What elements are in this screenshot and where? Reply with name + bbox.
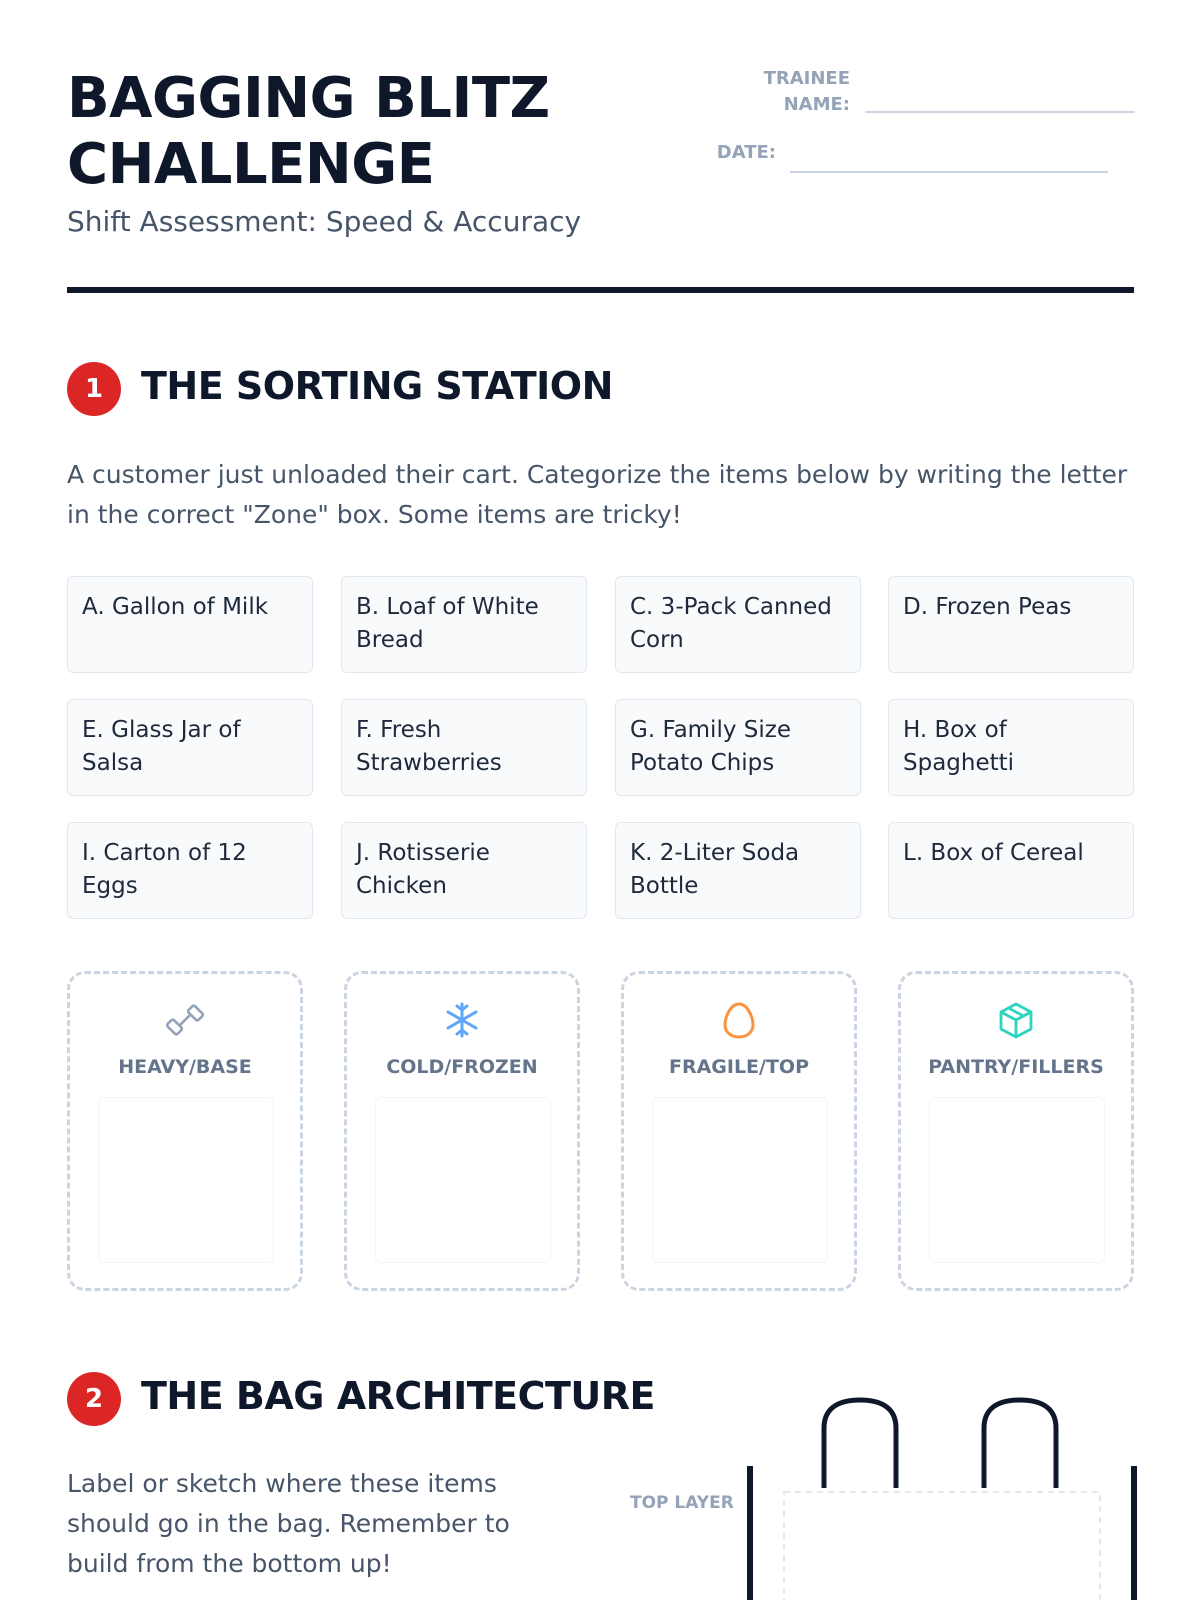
item-text: A. Gallon of Milk [82,594,269,620]
bag-handle-right [984,1400,1056,1488]
item-text: D. Frozen Peas [903,594,1072,620]
section-1-title: THE SORTING STATION [141,364,613,408]
item-card-l [888,822,1134,919]
top-layer-zone[interactable] [784,1492,1100,1600]
item-text: J. Rotisserie [356,840,490,866]
item-card-d [888,576,1134,673]
item-text: Chicken [356,873,447,899]
header-divider [67,287,1134,293]
trainee-name-label [740,66,850,118]
zone-label: PANTRY/FILLERS [928,1056,1104,1078]
item-text: Bottle [630,873,699,899]
top-layer-label: TOP LAYER [630,1493,734,1513]
section-2-instructions-line-1: Label or sketch where these items [67,1469,497,1498]
zone-label: COLD/FROZEN [386,1056,538,1078]
item-card-a [67,576,313,673]
zone-write-area[interactable] [652,1097,828,1263]
egg-icon [719,1000,759,1040]
section-1-number-badge: 1 [67,362,121,416]
item-text: C. 3-Pack Canned [630,594,832,620]
item-text: E. Glass Jar of Salsa [82,717,241,776]
zone-label: FRAGILE/TOP [668,1056,810,1078]
item-card-c [615,576,861,673]
item-text: H. Box of Spaghetti [903,717,1015,776]
section-2-instructions [67,1464,607,1584]
item-text: L. Box of Cereal [903,840,1084,866]
section-1-instructions [67,455,1147,535]
item-card-h [888,699,1134,796]
item-text: F. Fresh [356,717,442,743]
section-2-number-badge: 2 [67,1372,121,1426]
item-text: B. Loaf of White [356,594,539,620]
bag-handle-left [824,1400,896,1488]
dumbbell-icon [165,1000,205,1040]
trainee-label-line-1: TRAINEE [763,68,850,89]
title-line-2: CHALLENGE [67,132,435,197]
item-text: Strawberries [356,750,502,776]
date-label: DATE: [716,142,776,163]
item-text: Corn [630,627,684,653]
item-text: I. Carton of 12 Eggs [82,840,247,899]
page-subtitle: Shift Assessment: Speed & Accuracy [67,205,582,238]
zone-write-area[interactable] [375,1097,551,1263]
snowflake-icon [442,1000,482,1040]
section-1-instructions-line-1: A customer just unloaded their cart. Categorize the items below by writing the letter [67,460,1128,489]
zone-heavy-base [67,971,303,1291]
item-card-k [615,822,861,919]
zone-label: HEAVY/BASE [118,1056,252,1078]
zone-write-area[interactable] [98,1097,274,1263]
item-text: Potato Chips [630,750,775,776]
date-field[interactable] [790,171,1108,173]
section-2-instructions-line-2: should go in the bag. Remember to [67,1509,510,1538]
item-card-j [341,822,587,919]
item-text: Bread [356,627,424,653]
item-text: K. 2-Liter Soda [630,840,800,866]
box-icon [996,1000,1036,1040]
grocery-bag-diagram [740,1380,1140,1600]
title-line-1: BAGGING BLITZ [67,66,550,131]
zone-fragile-top [621,971,857,1291]
item-text: G. Family Size [630,717,791,743]
item-card-e [67,699,313,796]
page-title [67,66,707,198]
zone-cold-frozen [344,971,580,1291]
zone-write-area[interactable] [929,1097,1105,1263]
item-card-b [341,576,587,673]
trainee-label-line-2: NAME: [783,94,850,115]
item-card-f [341,699,587,796]
trainee-name-field[interactable] [865,111,1135,113]
section-2-instructions-line-3: build from the bottom up! [67,1549,392,1578]
item-card-g [615,699,861,796]
item-card-i [67,822,313,919]
section-2-title: THE BAG ARCHITECTURE [141,1374,655,1418]
zone-pantry-fillers [898,971,1134,1291]
section-1-instructions-line-2: in the correct "Zone" box. Some items are tricky! [67,500,682,529]
